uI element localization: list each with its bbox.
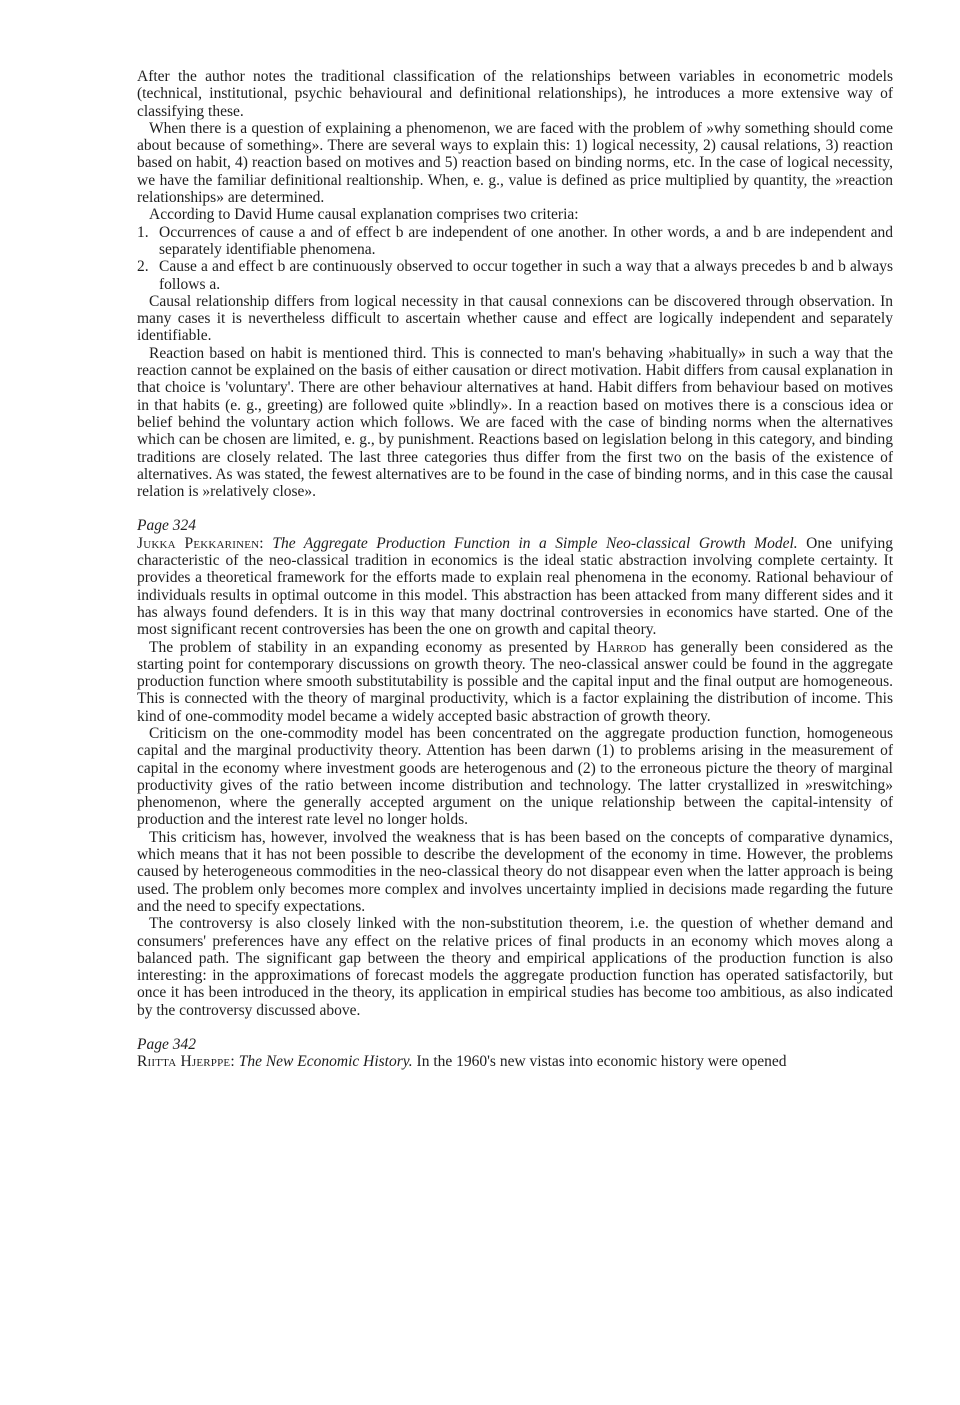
- article-title: The Aggregate Production Function in a Simple Neo-classical Growth Model.: [272, 534, 798, 552]
- page-reference: Page 342: [137, 1036, 196, 1054]
- author-name: Jukka Pekkarinen:: [137, 534, 264, 552]
- author-name: Riitta Hjerppe:: [137, 1053, 235, 1071]
- paragraph-text: In the 1960's new vistas into economic history were opened: [412, 1053, 787, 1071]
- paragraph: [137, 639, 893, 725]
- paragraph: This criticism has, however, involved the weakness that is has been based on the concepts of comparative dynamics, which means that it has not been possible to describe the development of the economy in time. However, the problems caused by heterogeneous commodities in the neo-classical theory do not disappear even when the latter approach is being used. The problem only becomes more complex and involves uncertainty implied in decisions made regarding the future and the need to specify expectations.: [137, 828, 893, 915]
- paragraph-text: has generally been considered as the starting point for contemporary discussions on growth theory. The neo-classical answer could be found in the aggregate production function where smooth substitutability is possible and the capital input and the final output are homogeneous. This is connected with the theory of marginal productivity, which is a factor explaining the distribution of income. This kind of one-commodity model became a widely accepted basic abstraction of growth theory.: [137, 638, 893, 725]
- document-page: [137, 68, 893, 1071]
- spacer: [137, 1019, 893, 1036]
- paragraph: When there is a question of explaining a phenomenon, we are faced with the problem of »why something should come about because of something». There are several ways to explain this: 1) logical necessity, 2) causal relations, 3) reaction based on habit, 4) reaction based on motives and 5) reaction based on binding norms, etc. In the case of logical necessity, we have the familiar definitional realtionship. When, e. g., value is defined as price multiplied by quantity, the »reaction relationships» are determined.: [137, 119, 893, 207]
- paragraph: Reaction based on habit is mentioned third. This is connected to man's behaving »habitually» in such a way that the reaction cannot be explained on the basis of either causation or direct motivation. Habit differs from causal explanation in that choice is 'voluntary'. There are other behaviour alternatives at hand. Habit differs from behaviour based on motives in that habits (e. g., greeting) are followed quite »blindly». In a reaction based on motives there is a conscious idea or belief behind the voluntary action which follows. We are faced with the case of binding norms when the alternatives which can be chosen are limited, e. g., by punishment. Reactions based on legislation belong in this category, and binding traditions are closely related. The last three categories thus differ from the first two on the basis of the existence of alternatives. As was stated, the fewest alternatives are to be found in the case of binding norms, and in this case the causal relation is »relatively close».: [137, 344, 893, 501]
- paragraph: According to David Hume causal explanation comprises two criteria:: [149, 206, 579, 224]
- paragraph: Causal relationship differs from logical necessity in that causal connexions can be discovered through observation. In many cases it is nevertheless difficult to ascertain whether cause and effect are logically independent and separately identifiable.: [137, 292, 893, 345]
- article-title: The New Economic History.: [238, 1053, 413, 1071]
- list-text: Cause a and effect b are continuously observed to occur together in such a way that a always precedes b and b always follows a.: [159, 258, 893, 293]
- list-item: [137, 224, 893, 259]
- paragraph: Criticism on the one-commodity model has been concentrated on the aggregate production function, homogeneous capital and the marginal productivity theory. Attention has been darwn (1) to problems arising in the measurement of capital in the economy where investment goods are heterogenous and (2) to the erroneous picture the theory of marginal productivity gives of the ratio between income distribution and technology. The latter crystallized in »reswitching» phenomenon, where the generally accepted argument on the unique relationship between the capital-intensity of production and the interest rate level no longer holds.: [137, 724, 893, 829]
- spacer: [137, 500, 893, 517]
- paragraph-text: One unifying characteristic of the neo-classical tradition in economics is the ideal static abstraction involving complete certainty. It provides a theoretical framework for the efforts made to explain real phenomena in the economy. Rational behaviour of individuals results in optimal outcome in this model. This abstraction has been attacked from many different sides and it has always found defenders. It is in this way that many doctrinal controversies in economics have started. One of the most significant recent controversies has been the one on growth and capital theory.: [137, 534, 893, 639]
- paragraph: [137, 535, 893, 639]
- paragraph-text: The problem of stability in an expanding economy as presented by: [149, 638, 597, 656]
- paragraph: After the author notes the traditional classification of the relationships between variables in econometric models (technical, institutional, psychic behavioural and definitional relationships), he introduces a more extensive way of classifying these.: [137, 68, 893, 120]
- list-number: 2.: [137, 258, 149, 276]
- list-item: [137, 258, 893, 293]
- page-reference: Page 324: [137, 517, 196, 535]
- paragraph: The controversy is also closely linked with the non-substitution theorem, i.e. the question of whether demand and consumers' preferences have any effect on the relative prices of final products in an economy which moves along a balanced path. The significant gap between the theory and empirical applications of the production function is also interesting: in the approximations of forecast models the aggregate production function has operated satisfactorily, but once it has been introduced in the theory, its application in empirical studies has become too ambitious, as also indicated by the controversy discussed above.: [137, 915, 893, 1019]
- list-text: Occurrences of cause a and of effect b are independent of one another. In other words, a and b are independent and separately identifiable phenomena.: [159, 223, 893, 258]
- paragraph: [137, 1053, 893, 1070]
- list-number: 1.: [137, 223, 149, 241]
- cited-name: Harrod: [596, 638, 647, 656]
